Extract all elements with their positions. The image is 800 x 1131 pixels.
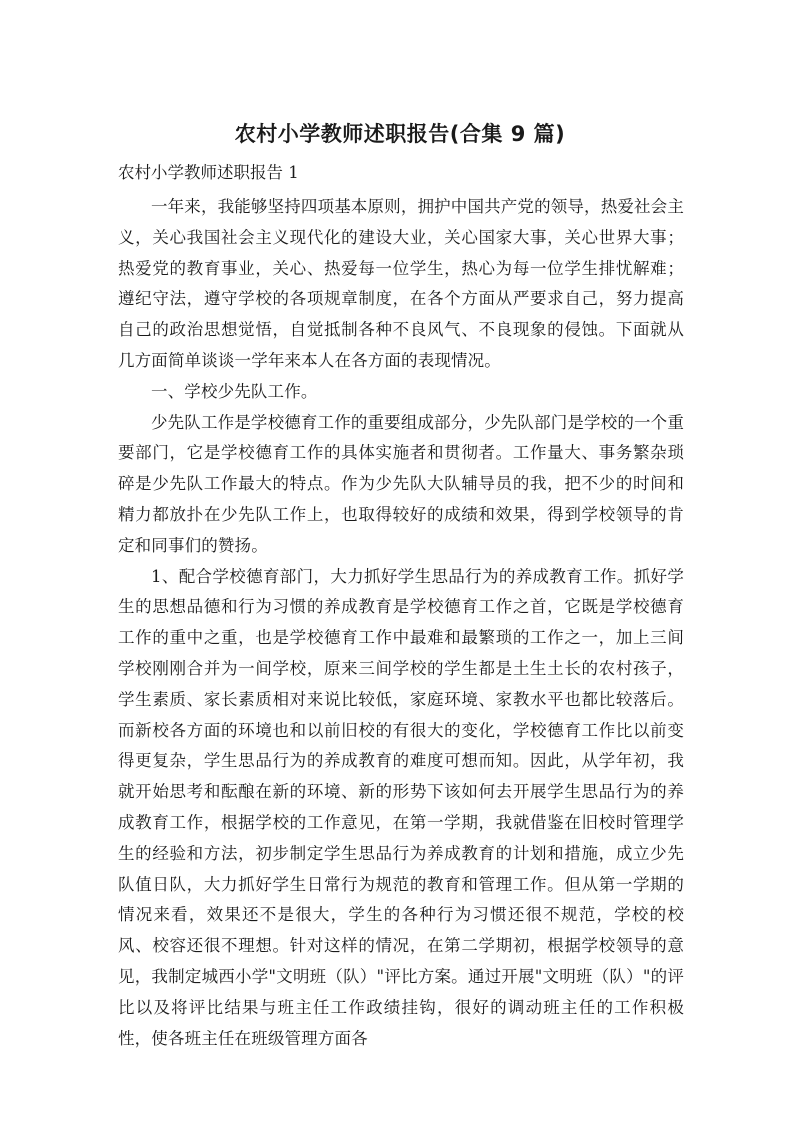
paragraph-item-1: 1、配合学校德育部门，大力抓好学生思品行为的养成教育工作。抓好学生的思想品德和行为习惯的养成教育是学校德育工作之首，它既是学校德育工作的重中之重，也是学校德育工作中最难和最繁琐的工作之一，加上三间学校刚刚合并为一间学校，原来三间学校的学生都是土生土长的农村孩子，学生素质、家长素质相对来说比较低，家庭环境、家教水平也都比较落后。而新校各方面的环境也和以前旧校的有很大的变化，学校德育工作比以前变得更复杂，学生思品行为的养成教育的难度可想而知。因此，从学年初，我就开始思考和酝酿在新的环境、新的形势下该如何去开展学生思品行为的养成教育工作，根据学校的工作意见，在第一学期，我就借鉴在旧校时管理学生的经验和方法，初步制定学生思品行为养成教育的计划和措施，成立少先队值日队，大力抓好学生日常行为规范的教育和管理工作。但从第一学期的情况来看，效果还不是很大，学生的各种行为习惯还很不规范，学校的校风、校容还很不理想。针对这样的情况，在第二学期初，根据学校领导的意见，我制定城西小学"文明班（队）"评比方案。通过开展"文明班（队）"的评比以及将评比结果与班主任工作政绩挂钩，很好的调动班主任的工作积极性，使各班主任在班级管理方面各 [118,566,684,1048]
paragraph-pioneer-work: 少先队工作是学校德育工作的重要组成部分，少先队部门是学校的一个重要部门，它是学校德育工作的具体实施者和贯彻者。工作量大、事务繁杂琐碎是少先队工作最大的特点。作为少先队大队辅导员的我，把不少的时间和精力都放扑在少先队工作上，也取得较好的成绩和效果，得到学校领导的肯定和同事们的赞扬。 [118,412,684,555]
document-body [118,192,684,1054]
document-title: 农村小学教师述职报告(合集 9 篇) [234,122,566,146]
section-heading: 农村小学教师述职报告 1 [118,163,299,182]
paragraph-intro: 一年来，我能够坚持四项基本原则，拥护中国共产党的领导，热爱社会主义，关心我国社会主义现代化的建设大业，关心国家大事，关心世界大事；热爱党的教育事业，关心、热爱每一位学生，热心为每一位学生排忧解难；遵纪守法，遵守学校的各项规章制度，在各个方面从严要求自己，努力提高自己的政治思想觉悟，自觉抵制各种不良风气、不良现象的侵蚀。下面就从几方面简单谈谈一学年来本人在各方面的表现情况。 [118,197,684,370]
paragraph-heading-1: 一、学校少先队工作。 [151,381,318,401]
